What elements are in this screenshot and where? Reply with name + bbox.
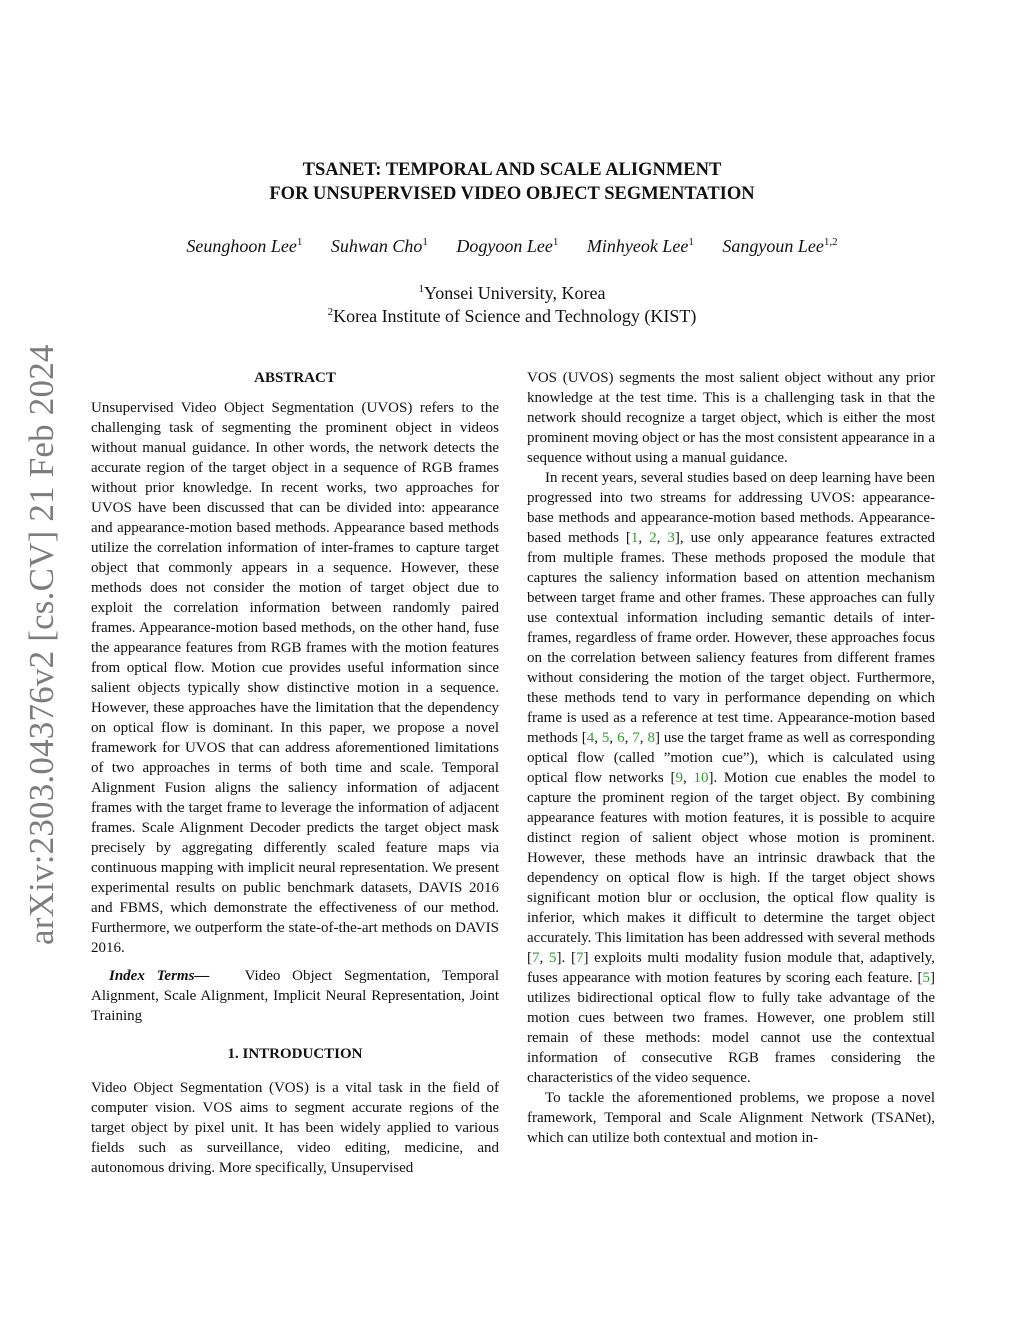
affiliation: $^1$Yonsei University, Korea <box>418 283 606 303</box>
paragraph-text: , <box>682 770 694 786</box>
paragraph-text: In recent years, several studies based on deep learning have been progressed into two streams for addressing UVOS: appearance-base methods and appearance-motion based methods. Appearance-based methods [ <box>527 470 935 546</box>
intro-paragraph-1-continued: VOS (UVOS) segments the most salient object without any prior knowledge at the test time. This is a challenging task in that the network should recognize a target object, which is either the most prominent moving object or has the most consistent appearance in a sequence without using a manual guidance. <box>527 370 935 466</box>
citation-link[interactable]: 3 <box>667 530 675 546</box>
index-terms-label: Index Terms— <box>109 968 210 984</box>
paragraph-text: , <box>638 530 650 546</box>
citation-link[interactable]: 2 <box>649 530 657 546</box>
paragraph-text: ] exploits multi modality fusion module that, adaptively, fuses appearance with motion features by scoring each feature. [ <box>527 950 935 986</box>
author: Minhyeok Lee$^1$ <box>586 236 694 256</box>
citation-link[interactable]: 4 <box>586 730 595 746</box>
paragraph-text: ], use only appearance features extracted from multiple frames. These methods proposed the module that captures the saliency information based on attention mechanism between target frame and other frames. These approaches can fully use contextual information including semantic details of inter-frames, regardless of frame order. However, these approaches focus on the correlation between saliency features from different frames without considering the motion of the target object. Furthermore, these methods tend to vary in performance depending on which frame is used as a reference at test time. Appearance-motion based methods [ <box>527 530 936 746</box>
author: Suhwan Cho$^1$ <box>330 236 428 256</box>
left-column <box>91 368 499 1178</box>
citation-link[interactable]: 10 <box>693 770 709 786</box>
author-list <box>120 230 904 258</box>
citation-link[interactable]: 5 <box>548 950 557 966</box>
author: Sangyoun Lee$^{1,2}$ <box>722 236 838 256</box>
paragraph-text: ] utilizes bidirectional optical flow to fully take advantage of the motion cues between two frames. However, one problem still remain of these methods: model cannot use the contextual information of consecutive RGB frames considering the characteristics of the video sequence. <box>527 970 935 1086</box>
citation-link[interactable]: 1 <box>630 530 639 546</box>
citation-link[interactable]: 7 <box>532 950 540 966</box>
paragraph-text: ]. [ <box>556 950 576 966</box>
intro-paragraph-3: To tackle the aforementioned problems, we propose a novel framework, Temporal and Scale Alignment Network (TSANet), which can utilize both contextual and motion in- <box>527 1090 935 1146</box>
paragraph-text: , <box>624 730 633 746</box>
title-line-2: FOR UNSUPERVISED VIDEO OBJECT SEGMENTATION <box>269 184 755 204</box>
affiliation: $^2$Korea Institute of Science and Technology (KIST) <box>327 306 697 326</box>
paragraph-text: , <box>639 730 648 746</box>
paragraph-text: , <box>609 730 618 746</box>
author: Seunghoon Lee$^1$ <box>186 236 303 256</box>
paragraph-text: ] use the target frame as well as corresponding optical flow (called ”motion cue”), which is calculated using optical flow networks [ <box>527 730 936 786</box>
abstract-heading: ABSTRACT <box>254 370 336 386</box>
index-terms: Index Terms— Video Object Segmentation, Temporal Alignment, Scale Alignment, Implicit Neural Representation, Joint Training <box>91 968 500 1024</box>
abstract-text: Unsupervised Video Object Segmentation (UVOS) refers to the challenging task of segmenting the prominent object in videos without manual guidance. In other words, the network detects the accurate region of the target object in a sequence of RGB frames without prior knowledge. In recent works, two approaches for UVOS have been discussed that can be divided into: appearance and appearance-motion based methods. Appearance based methods utilize the correlation information of inter-frames to capture target object that commonly appears in a sequence. However, these methods does not consider the motion of target object due to exploit the correlation information between randomly paired frames. Appearance-motion based methods, on the other hand, fuse the appearance features from RGB frames with the motion features from optical flow. Motion cue provides useful information since salient objects typically show distinctive motion in a sequence. However, these approaches have the limitation that the dependency on optical flow is dominant. In this paper, we propose a novel framework for UVOS that can address aforementioned limitations of two approaches in terms of both time and scale. Temporal Alignment Fusion aligns the saliency information of adjacent frames with the target frame to leverage the information of adjacent frames. Scale Alignment Decoder predicts the target object mask precisely by aggregating differently scaled feature maps via continuous mapping with implicit neural representation. We present experimental results on public benchmark datasets, DAVIS 2016 and FBMS, which demonstrate the effectiveness of our method. Furthermore, we outperform the state-of-the-art methods on DAVIS 2016. <box>91 400 499 956</box>
citation-link[interactable]: 5 <box>601 730 610 746</box>
introduction-heading: 1. INTRODUCTION <box>227 1046 363 1062</box>
author: Dogyoon Lee$^1$ <box>456 236 559 256</box>
intro-paragraph-2 <box>527 468 935 1088</box>
paragraph-text: , <box>539 950 549 966</box>
paper-title <box>150 158 874 206</box>
intro-paragraph-1: Video Object Segmentation (VOS) is a vital task in the field of computer vision. VOS aims to segment accurate regions of the target object by pixel unit. It has been widely applied to various fields such as surveillance, video editing, medicine, and autonomous driving. More specifically, Unsupervised <box>91 1080 499 1176</box>
title-line-1: TSANET: TEMPORAL AND SCALE ALIGNMENT <box>302 160 722 180</box>
right-column <box>527 368 935 1148</box>
citation-link[interactable]: 7 <box>575 950 584 966</box>
arxiv-identifier: arXiv:2303.04376v2 [cs.CV] 21 Feb 2024 <box>22 344 61 945</box>
paragraph-text: ]. Motion cue enables the model to capture the prominent region of the target object. By combining appearance features with motion features, it is possible to acquire distinct region of salient object whose motion is prominent. However, these methods have an intrinsic drawback that the dependency on optical flow is high. If the target object shows significant motion blur or occlusion, the optical flow quality is inferior, which makes it difficult to determine the target object accurately. This limitation has been addressed with several methods [ <box>527 770 935 966</box>
citation-link[interactable]: 6 <box>617 730 625 746</box>
paragraph-text: , <box>594 730 602 746</box>
citation-link[interactable]: 7 <box>632 730 640 746</box>
citation-link[interactable]: 9 <box>675 770 683 786</box>
citation-link[interactable]: 8 <box>647 730 655 746</box>
paragraph-text: , <box>656 530 668 546</box>
citation-link[interactable]: 5 <box>922 970 930 986</box>
